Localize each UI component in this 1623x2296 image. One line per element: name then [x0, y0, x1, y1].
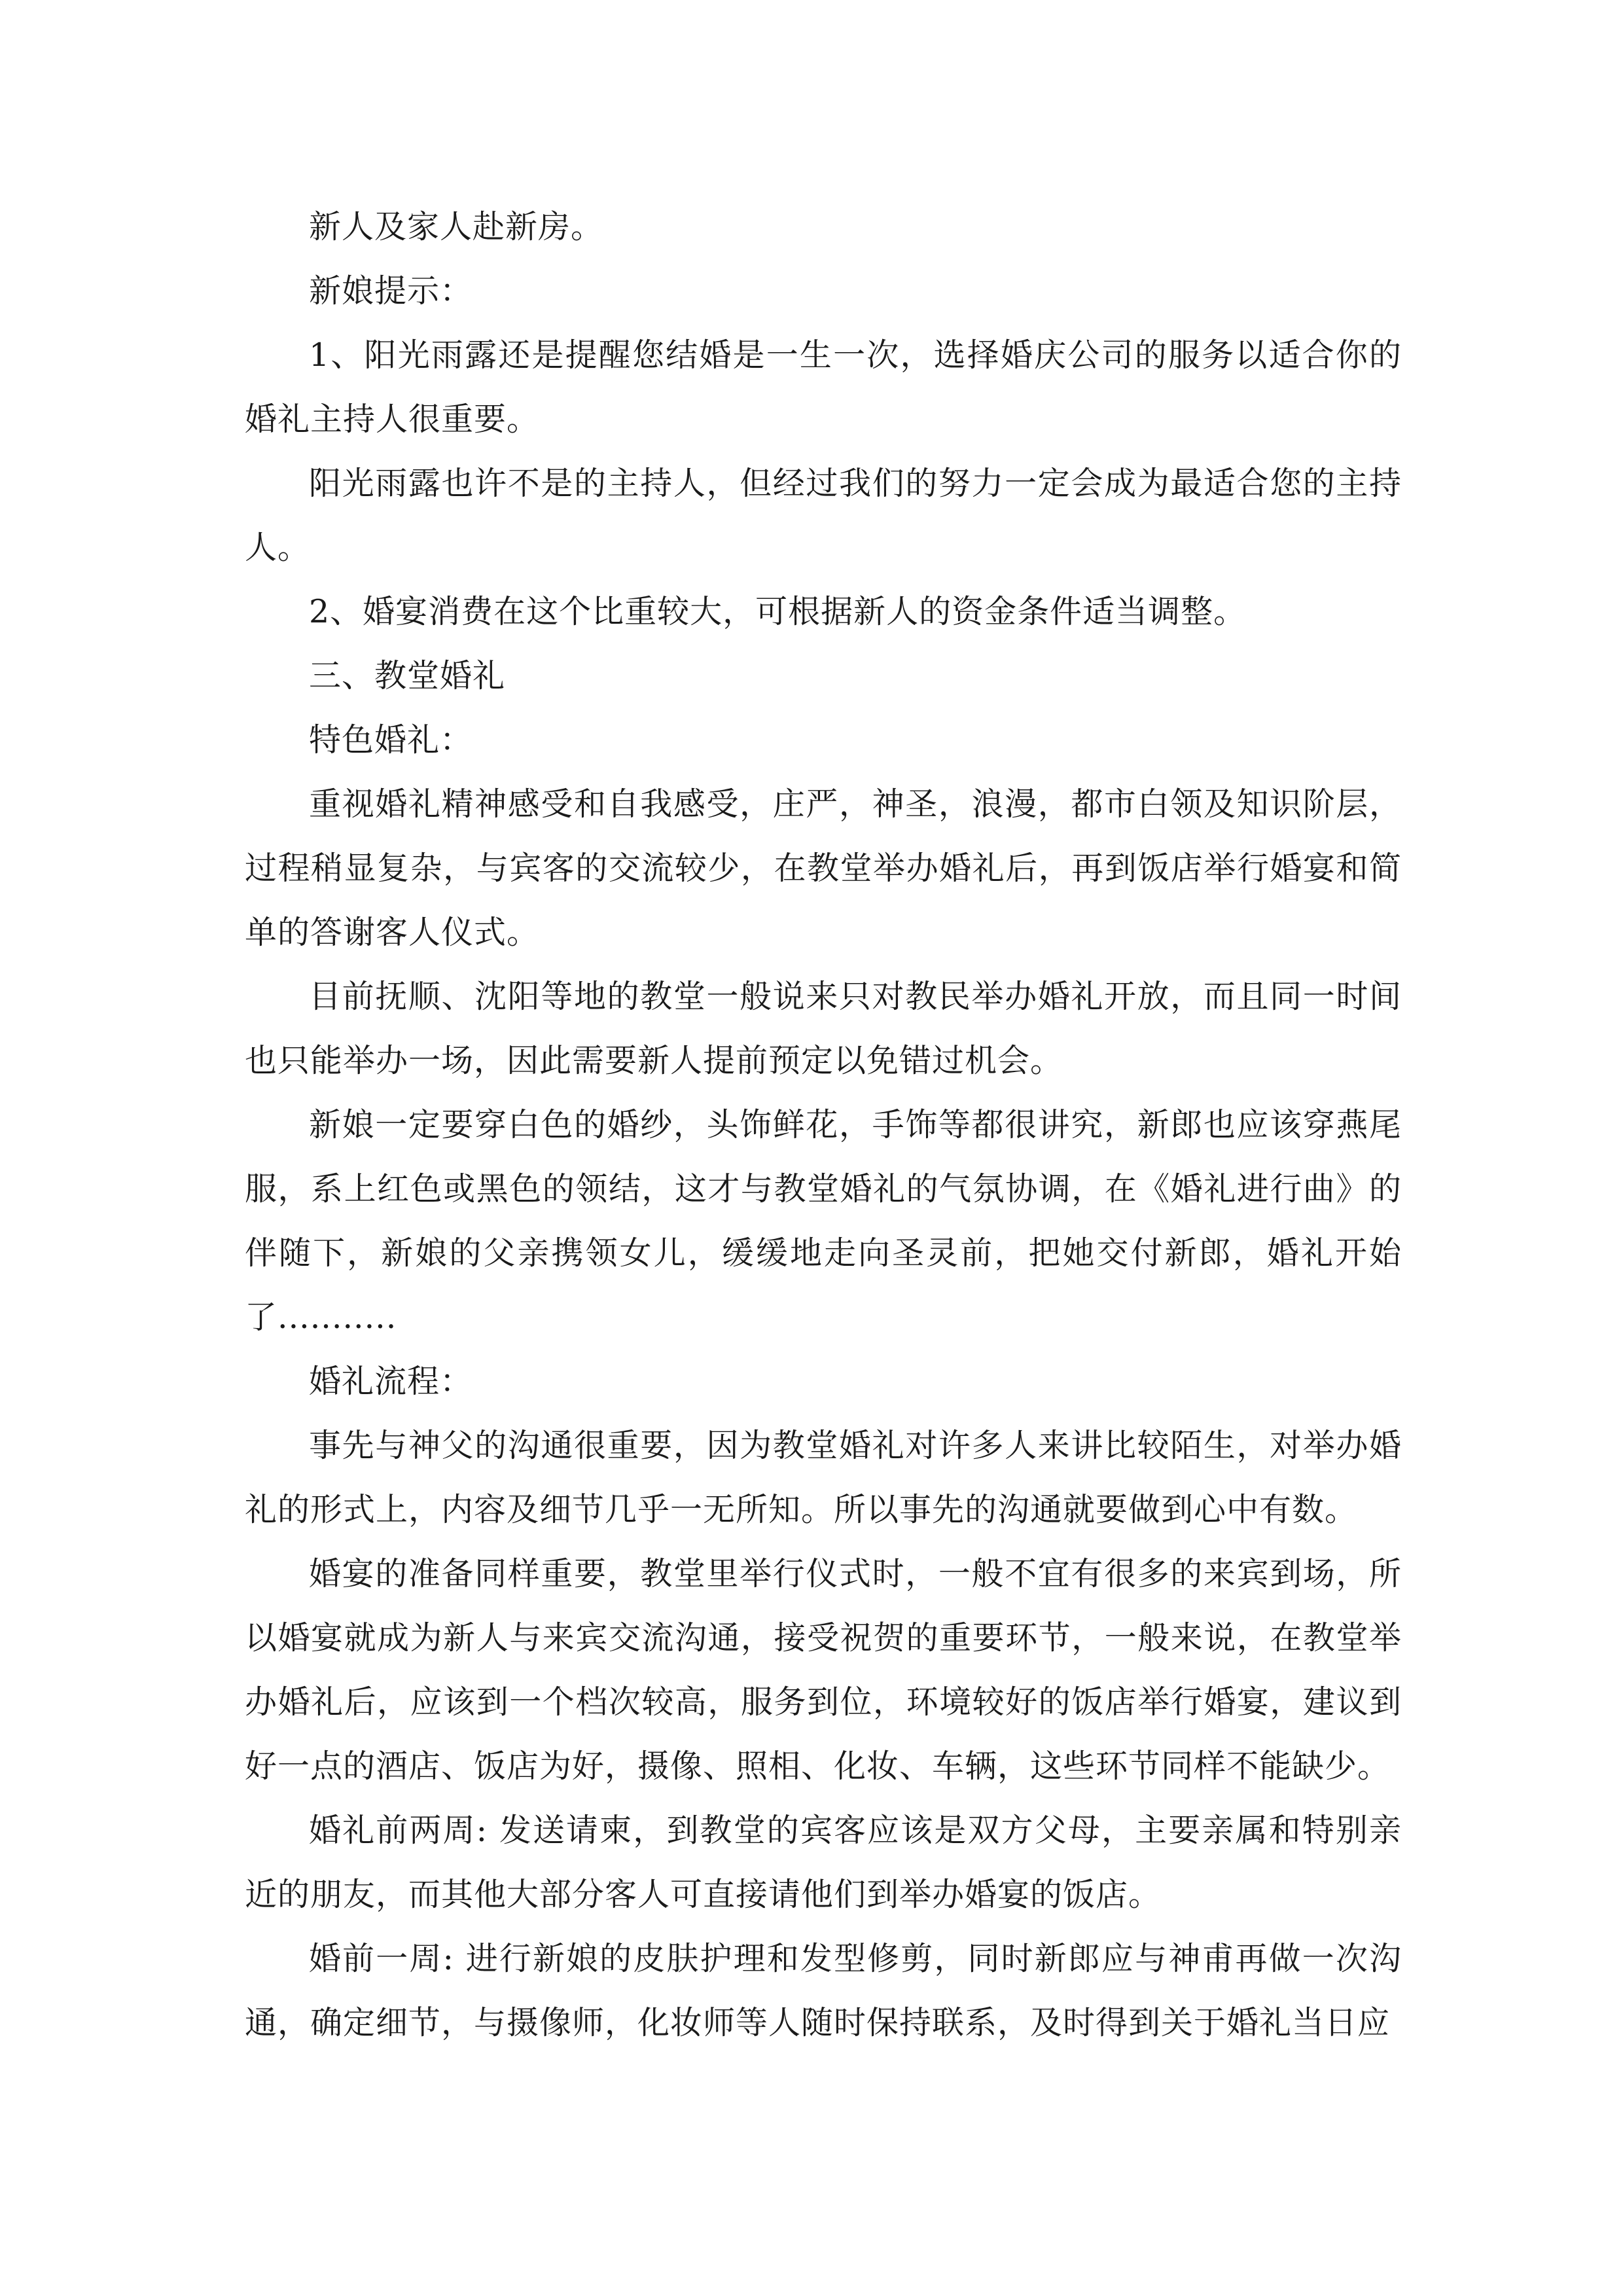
paragraph: 特色婚礼： — [309, 721, 473, 759]
paragraph: 目前抚顺、沈阳等地的教堂一般说来只对教民举办婚礼开放，而且同一时间也只能举办一场，因此需要新人提前预定以免错过机会。 — [245, 978, 1402, 1079]
paragraph: 新娘提示： — [309, 272, 473, 310]
paragraph: 婚礼前两周: 发送请柬，到教堂的宾客应该是双方父母，主要亲属和特别亲近的朋友，而其他大部分客人可直接请他们到举办婚宴的饭店。 — [245, 1812, 1402, 1913]
paragraph: 2、婚宴消费在这个比重较大，可根据新人的资金条件适当调整。 — [309, 593, 1247, 630]
section-heading: 三、教堂婚礼 — [309, 657, 506, 694]
paragraph: 婚礼流程： — [309, 1363, 473, 1400]
paragraph: 事先与神父的沟通很重要，因为教堂婚礼对许多人来讲比较陌生，对举办婚礼的形式上，内容及细节几乎一无所知。所以事先的沟通就要做到心中有数。 — [245, 1427, 1402, 1528]
paragraph: 阳光雨露也许不是的主持人，但经过我们的努力一定会成为最适合您的主持人。 — [245, 465, 1402, 566]
paragraph: 婚前一周: 进行新娘的皮肤护理和发型修剪，同时新郎应与神甫再做一次沟通，确定细节，与摄像师，化妆师等人随时保持联系，及时得到关于婚礼当日应 — [245, 1940, 1402, 2041]
paragraph: 新娘一定要穿白色的婚纱，头饰鲜花，手饰等都很讲究，新郎也应该穿燕尾服，系上红色或黑色的领结，这才与教堂婚礼的气氛协调，在《婚礼进行曲》的伴随下，新娘的父亲携领女儿，缓缓地走向圣灵前，把她交付新郎，婚礼开始了........... — [245, 1106, 1402, 1336]
document-body — [245, 195, 1402, 2055]
paragraph: 1、阳光雨露还是提醒您结婚是一生一次，选择婚庆公司的服务以适合你的婚礼主持人很重要。 — [245, 336, 1402, 438]
paragraph: 婚宴的准备同样重要，教堂里举行仪式时，一般不宜有很多的来宾到场，所以婚宴就成为新人与来宾交流沟通，接受祝贺的重要环节，一般来说，在教堂举办婚礼后，应该到一个档次较高，服务到位，环境较好的饭店举行婚宴，建议到好一点的酒店、饭店为好，摄像、照相、化妆、车辆，这些环节同样不能缺少。 — [245, 1555, 1402, 1785]
paragraph: 重视婚礼精神感受和自我感受，庄严，神圣，浪漫，都市白领及知识阶层，过程稍显复杂，与宾客的交流较少，在教堂举办婚礼后，再到饭店举行婚宴和简单的答谢客人仪式。 — [245, 785, 1402, 951]
paragraph: 新人及家人赴新房。 — [309, 208, 604, 245]
